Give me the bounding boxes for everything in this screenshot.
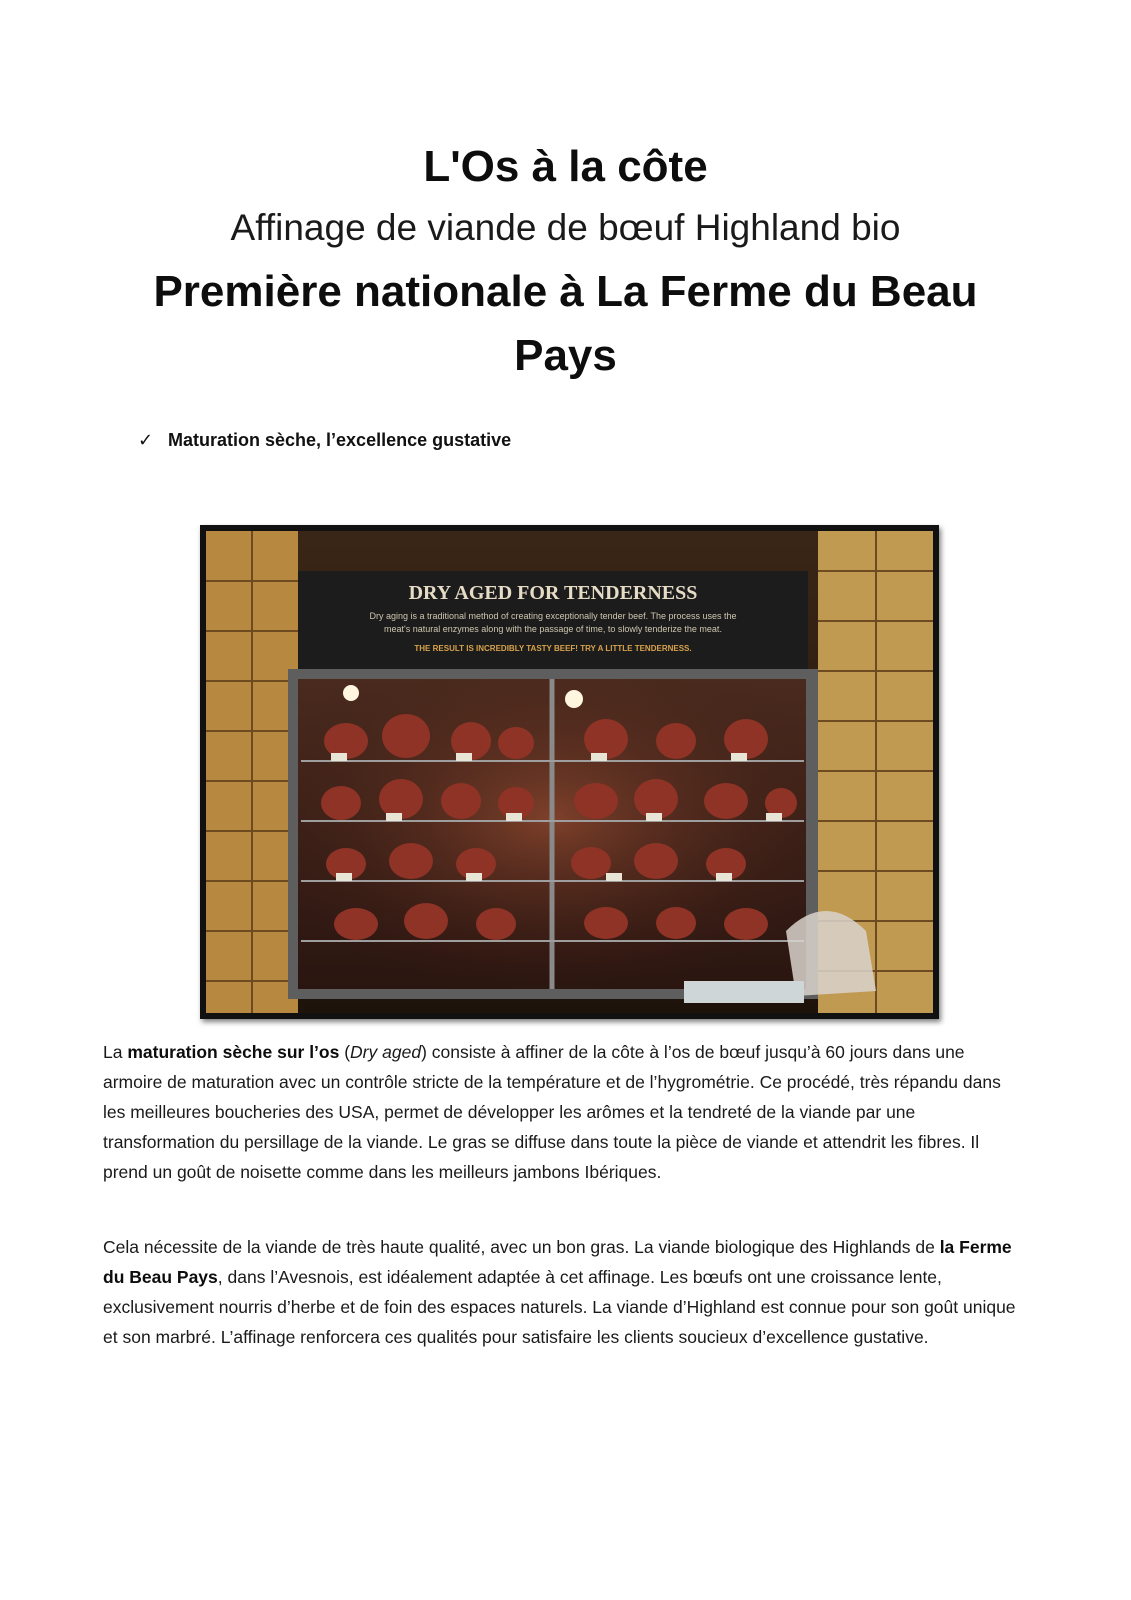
check-icon: ✓	[138, 430, 154, 450]
text-run: (	[339, 1042, 351, 1062]
italic-run: Dry aged	[350, 1042, 422, 1062]
text-run: , dans l’Avesnois, est idéalement adaptée à cet affinage. Les bœufs ont une croissance lente, exclusivement nourris d’herbe et de foin des espaces naturels. La viande d’Highland est connue pour son goût unique et son marbré. L’affinage renforcera ces qualités pour satisfaire les clients soucieux d’excellence gustative.	[103, 1267, 1016, 1347]
sign-title: DRY AGED FOR TENDERNESS	[408, 582, 698, 604]
sign-line-1: Dry aging is a traditional method of creating exceptionally tender beef. The process uses the	[369, 611, 737, 621]
paragraph-2	[103, 1232, 1028, 1352]
bold-run: la Ferme du Beau Pays	[103, 1237, 1012, 1287]
document-title: L'Os à la côte	[423, 142, 708, 191]
bullet-text: Maturation sèche, l’excellence gustative	[168, 430, 512, 450]
text-run: ) consiste à affiner de la côte à l’os de bœuf jusqu’à 60 jours dans une armoire de maturation avec un contrôle stricte de la température et de l’hygrométrie. Ce procédé, très répandu dans les meilleures boucheries des USA, permet de développer les arômes et la tendreté de la viande par une transformation du persillage de la viande. Le gras se diffuse dans toute la pièce de viande et attendrit les fibres. Il prend un goût de noisette comme dans les meilleurs jambons Ibériques.	[103, 1042, 1001, 1182]
document-headline: Première nationale à La Ferme du Beau Pays	[153, 267, 978, 380]
text-run: La	[103, 1042, 128, 1062]
sign-line-3: THE RESULT IS INCREDIBLY TASTY BEEF! TRY A LITTLE TENDERNESS.	[414, 644, 692, 653]
paragraph-1	[103, 1037, 1028, 1187]
bullet-item	[138, 430, 511, 451]
dry-aging-cabinet-photo	[200, 525, 939, 1019]
bold-run: maturation sèche sur l’os	[127, 1042, 340, 1062]
text-run: Cela nécessite de la viande de très haute qualité, avec un bon gras. La viande biologique des Highlands de	[103, 1237, 940, 1257]
document-subtitle: Affinage de viande de bœuf Highland bio	[230, 207, 901, 248]
sign-line-2: meat's natural enzymes along with the passage of time, to slowly tenderize the meat.	[384, 624, 722, 634]
